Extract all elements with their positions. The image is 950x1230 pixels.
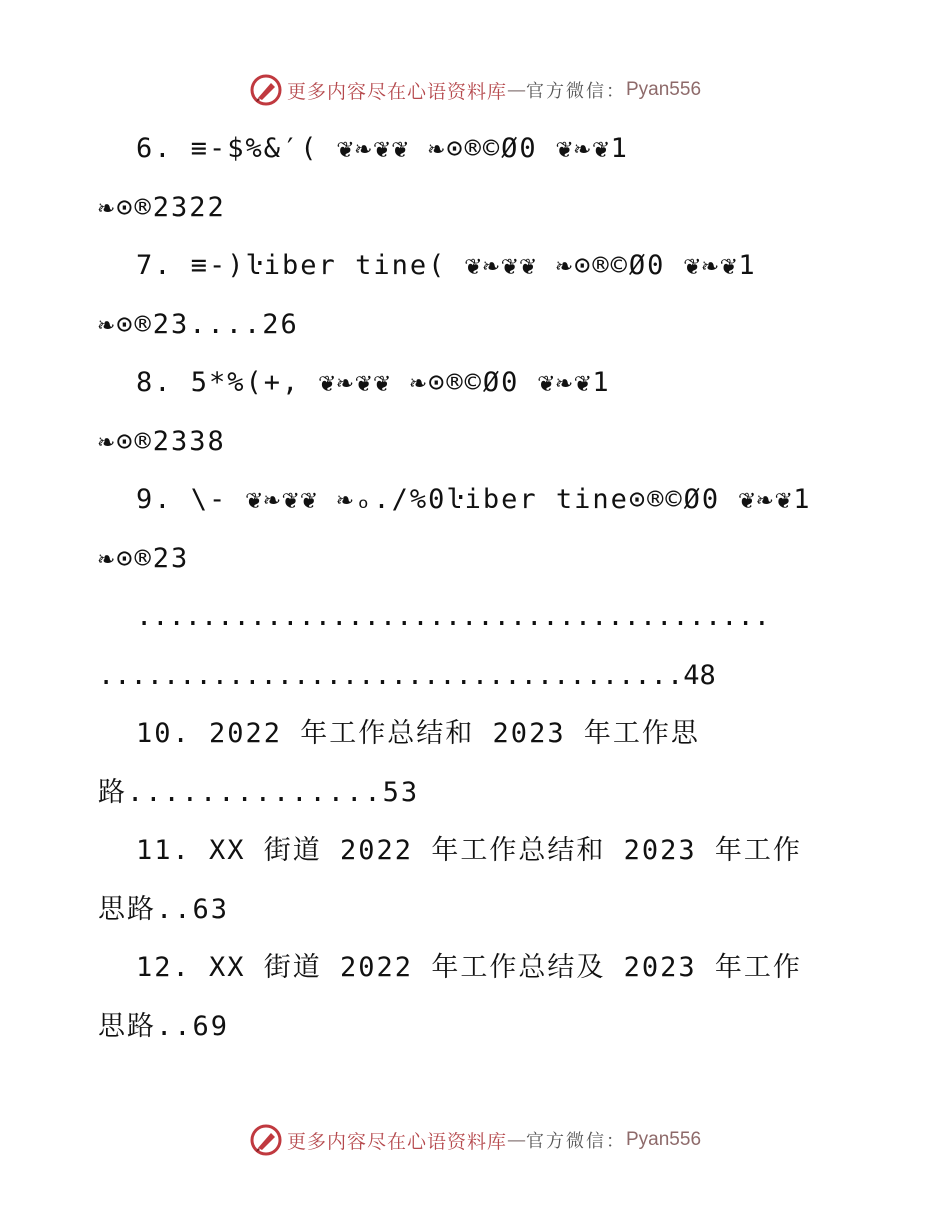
- site-name: 更多内容尽在心语资料库: [286, 1130, 507, 1153]
- banner-dash: —: [507, 1129, 526, 1151]
- toc-line: 路..............53: [98, 776, 420, 808]
- toc-line: 思路..63: [98, 893, 230, 925]
- wechat-id: Pyan556: [626, 1129, 702, 1150]
- toc-line: ❧⊙®2322: [98, 191, 226, 223]
- pen-logo-icon: [249, 1123, 283, 1157]
- pen-logo-icon: [249, 73, 283, 107]
- toc-line: 8. 5*%(+, ❦❧❦❦ ❧⊙®©Ø0 ❦❧❦1: [136, 367, 611, 398]
- toc-line: ❧⊙®23....26: [98, 308, 299, 340]
- toc-line: 9. \- ❦❧❦❦ ❧ₒ./%0ŀiber tine⊙®©Ø0 ❦❧❦1: [136, 484, 812, 515]
- toc-line: ....................................48: [98, 659, 716, 691]
- toc-line: 思路..69: [98, 1010, 230, 1042]
- toc-line: 10. 2022 年工作总结和 2023 年工作思: [136, 718, 700, 749]
- toc-line: 11. XX 街道 2022 年工作总结和 2023 年工作: [136, 835, 802, 866]
- wechat-label: 官方微信：: [526, 81, 626, 102]
- site-name: 更多内容尽在心语资料库: [286, 80, 507, 103]
- footer-banner: [0, 1120, 950, 1160]
- toc-line: 6. ≡-$%&′( ❦❧❦❦ ❧⊙®©Ø0 ❦❧❦1: [136, 133, 629, 164]
- toc-line: 12. XX 街道 2022 年工作总结及 2023 年工作: [136, 952, 802, 983]
- header-banner: [0, 70, 950, 110]
- toc-line: .......................................: [136, 601, 770, 632]
- toc-line: 7. ≡-)ŀiber tine( ❦❧❦❦ ❧⊙®©Ø0 ❦❧❦1: [136, 250, 757, 281]
- wechat-label: 官方微信：: [526, 1131, 626, 1152]
- table-of-contents: [98, 120, 858, 1056]
- wechat-id: Pyan556: [626, 79, 702, 100]
- toc-line: ❧⊙®2338: [98, 425, 226, 457]
- banner-dash: —: [507, 79, 526, 101]
- toc-line: ❧⊙®23: [98, 542, 190, 574]
